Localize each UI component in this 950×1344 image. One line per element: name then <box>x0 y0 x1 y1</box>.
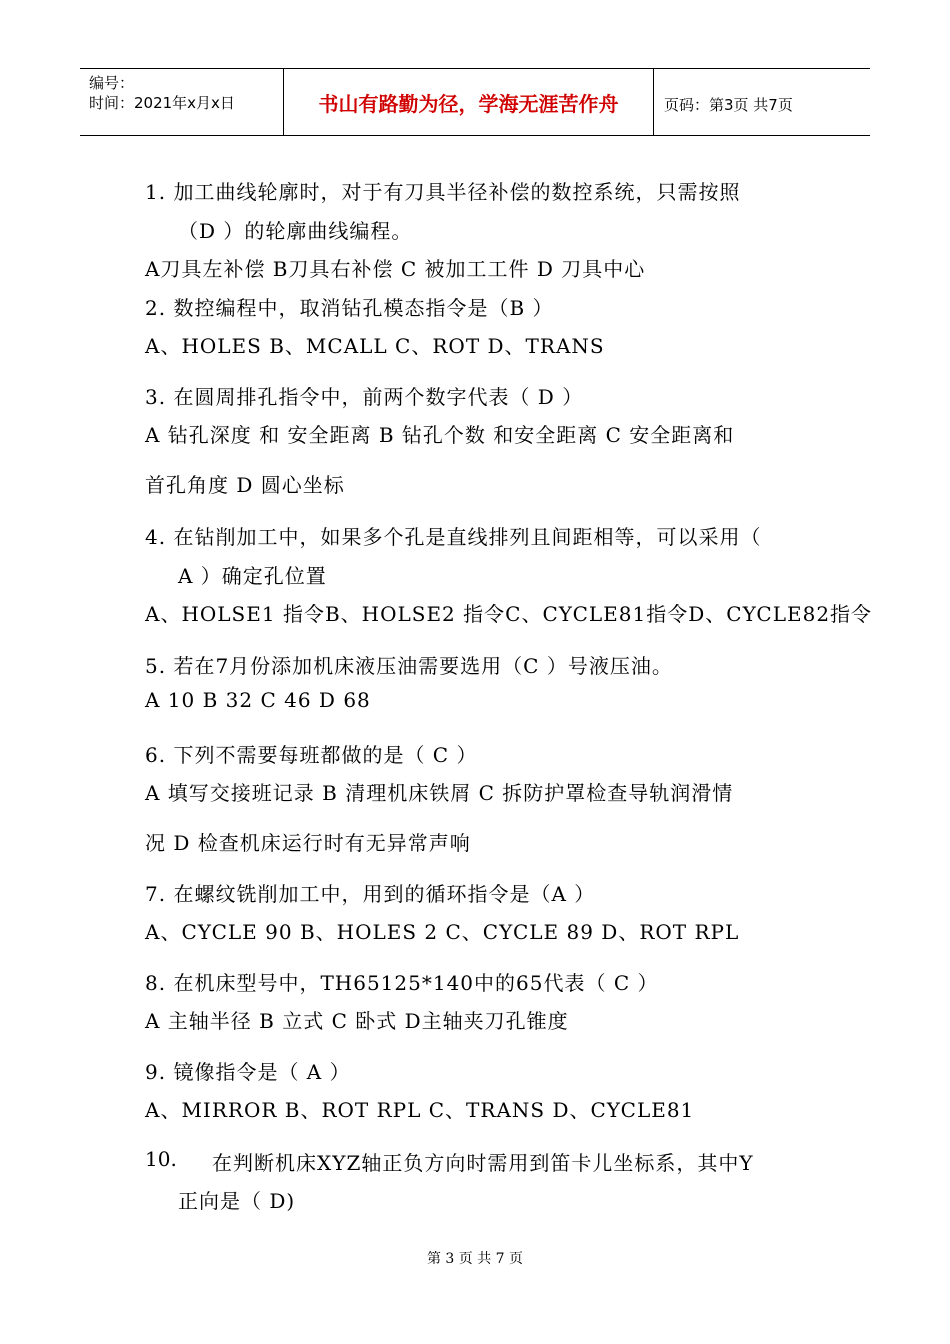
page-footer: 第 3 页 共 7 页 <box>426 1251 524 1267</box>
text-line-q1o: A刀具左补偿 B刀具右补偿 C 被加工工件 D 刀具中心 <box>145 257 646 281</box>
text-line-q1b: （D ）的轮廓曲线编程。 <box>178 219 413 243</box>
text-line-q6: 6. 下列不需要每班都做的是（ C ） <box>145 743 478 767</box>
text-line-q3oa: A 钻孔深度 和 安全距离 B 钻孔个数 和安全距离 C 安全距离和 <box>145 423 735 447</box>
text-line-q8o: A 主轴半径 B 立式 C 卧式 D主轴夹刀孔锥度 <box>145 1009 569 1033</box>
text-line-q4o: A、HOLSE1 指令B、HOLSE2 指令C、CYCLE81指令D、CYCLE82指令 <box>145 602 873 626</box>
question-10-number: 10. <box>145 1147 177 1171</box>
text-line-q9: 9. 镜像指令是（ A ） <box>145 1060 351 1084</box>
text-line-q5: 5. 若在7月份添加机床液压油需要选用（C ）号液压油。 <box>145 654 673 678</box>
text-line-q4b: A ）确定孔位置 <box>178 564 327 588</box>
text-line-q2o: A、HOLES B、MCALL C、ROT D、TRANS <box>145 334 605 358</box>
header-motto: 书山有路勤为径，学海无涯苦作舟 <box>284 69 654 135</box>
time-label: 时间：2021年x月x日 <box>89 94 235 112</box>
text-line-q3ob: 首孔角度 D 圆心坐标 <box>145 473 345 497</box>
question-10-text: 在判断机床XYZ轴正负方向时需用到笛卡儿坐标系，其中Y <box>212 1151 754 1175</box>
text-line-q1a: 1. 加工曲线轮廓时，对于有刀具半径补偿的数控系统，只需按照 <box>145 180 741 204</box>
text-line-q6ob: 况 D 检查机床运行时有无异常声响 <box>145 831 471 855</box>
page-header <box>80 68 870 136</box>
text-line-q10b: 正向是（ D) <box>178 1189 296 1213</box>
number-label: 编号： <box>89 74 135 92</box>
text-line-q2: 2. 数控编程中，取消钻孔模态指令是（B ） <box>145 296 554 320</box>
text-line-q3: 3. 在圆周排孔指令中，前两个数字代表（ D ） <box>145 385 584 409</box>
header-left-cell <box>80 69 284 135</box>
text-line-q9o: A、MIRROR B、ROT RPL C、TRANS D、CYCLE81 <box>145 1098 695 1122</box>
text-line-q4a: 4. 在钻削加工中，如果多个孔是直线排列且间距相等，可以采用（ <box>145 525 762 549</box>
text-line-q5o: A 10 B 32 C 46 D 68 <box>145 688 371 712</box>
text-line-q7: 7. 在螺纹铣削加工中，用到的循环指令是（A ） <box>145 882 596 906</box>
text-line-q8: 8. 在机床型号中，TH65125*140中的65代表（ C ） <box>145 971 659 995</box>
header-page-info: 页码：第3页 共7页 <box>664 96 793 114</box>
text-line-q6oa: A 填写交接班记录 B 清理机床铁屑 C 拆防护罩检查导轨润滑情 <box>145 781 734 805</box>
text-line-q7o: A、CYCLE 90 B、HOLES 2 C、CYCLE 89 D、ROT RPL <box>145 920 740 944</box>
